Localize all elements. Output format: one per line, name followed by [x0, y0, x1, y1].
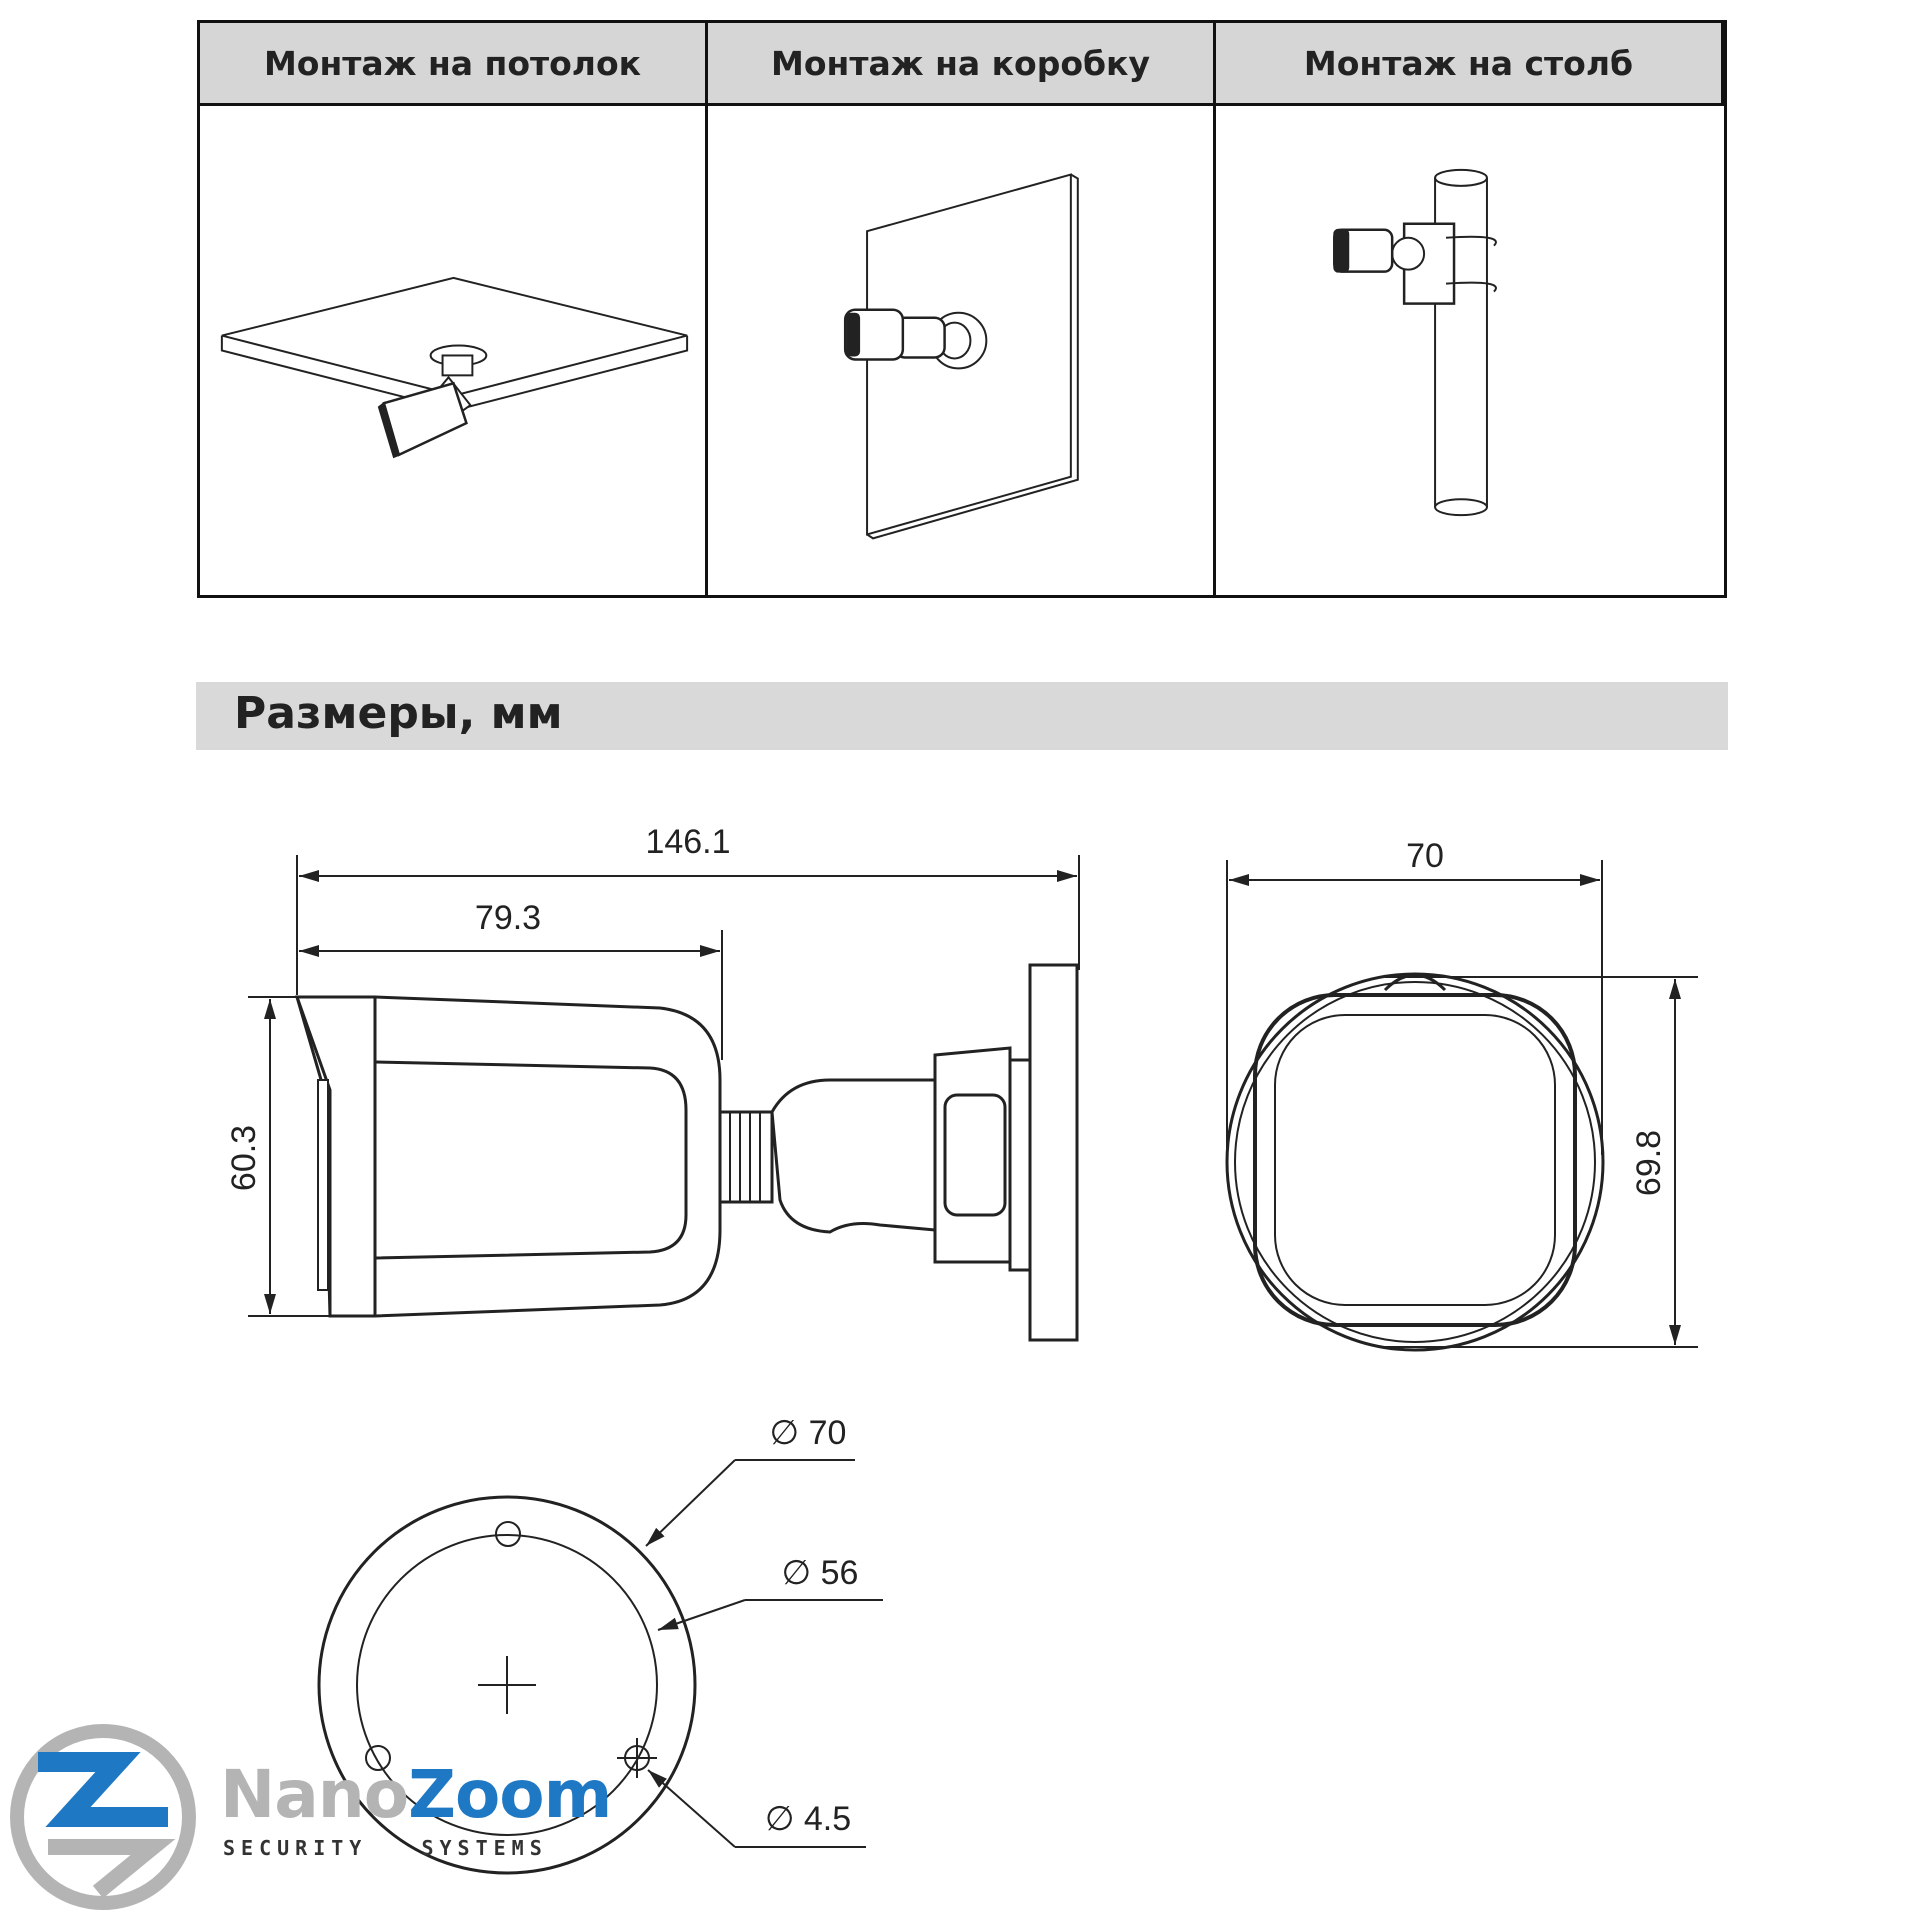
- dim-width: 70: [1406, 837, 1444, 875]
- section-title: Размеры, мм: [234, 688, 563, 739]
- logo-name-part2: Zoom: [408, 1756, 612, 1833]
- header-pole-mount: Монтаж на столб: [1216, 23, 1724, 106]
- dim-front-height: 69.8: [1630, 1129, 1668, 1197]
- logo-name-part1: Nano: [220, 1756, 409, 1833]
- logo-emblem-icon: [8, 1722, 198, 1912]
- logo-subtitle: SECURITY SYSTEMS: [223, 1836, 548, 1860]
- front-view-drawing: [1227, 860, 1698, 1350]
- header-box-mount: Монтаж на коробку: [708, 23, 1216, 106]
- dim-inner-diameter: ∅ 56: [781, 1554, 859, 1592]
- dim-outer-diameter: ∅ 70: [769, 1414, 847, 1452]
- side-view-drawing: [248, 855, 1079, 1340]
- dim-total-length: 146.1: [645, 823, 731, 861]
- dim-body-length: 79.3: [474, 899, 542, 937]
- dim-hole-diameter: ∅ 4.5: [764, 1800, 852, 1838]
- dim-height: 60.3: [225, 1124, 263, 1192]
- header-ceiling-mount: Монтаж на потолок: [200, 23, 708, 106]
- logo-wordmark: [220, 1756, 611, 1833]
- nanozoom-logo: [8, 1722, 628, 1912]
